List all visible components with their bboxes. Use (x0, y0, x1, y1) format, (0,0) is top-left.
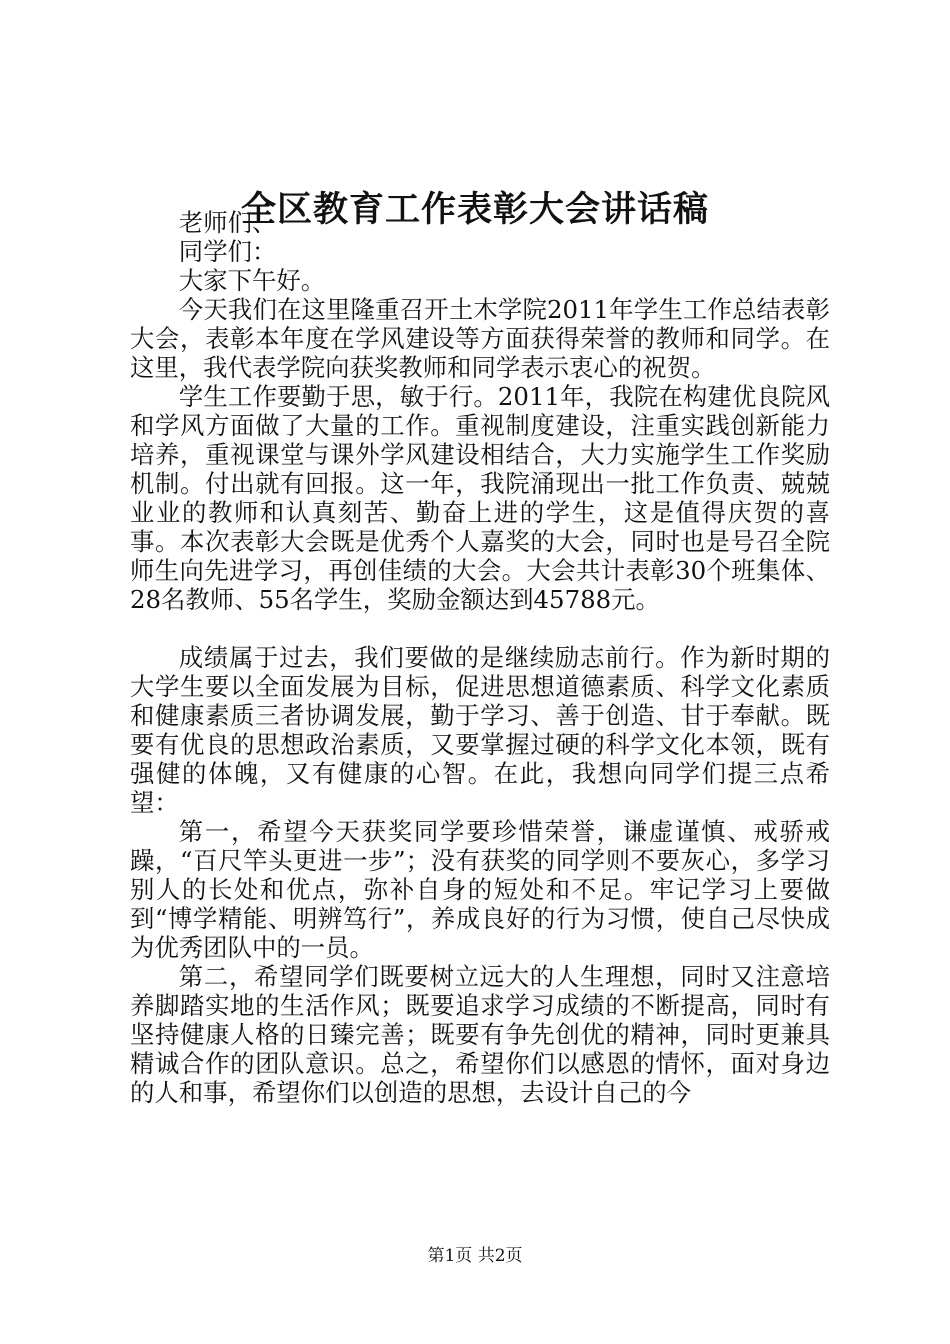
salutation-teachers: 老师们、 (178, 208, 277, 237)
paragraph-opening: 今天我们在这里隆重召开土木学院2011年学生工作总结表彰大会，表彰本年度在学风建设等方面获得荣誉的教师和同学。在这里，我代表学院向获奖教师和同学表示衷心的祝贺。 (130, 295, 830, 382)
paragraph-hope-second: 第二，希望同学们既要树立远大的人生理想，同时又注意培养脚踏实地的生活作风；既要追求学习成绩的不断提高，同时有坚持健康人格的日臻完善；既要有争先创优的精神，同时更兼具精诚合作的团队意识。总之，希望你们以感恩的情怀，面对身边的人和事，希望你们以创造的思想，去设计自己的今 (130, 962, 830, 1107)
salutation-students: 同学们： (178, 237, 277, 266)
paragraph-hope-first: 第一，希望今天获奖同学要珍惜荣誉，谦虚谨慎、戒骄戒躁，“百尺竿头更进一步”；没有获奖的同学则不要灰心，多学习别人的长处和优点，弥补自身的短处和不足。牢记学习上要做到“博学精能、明辨笃行”，养成良好的行为习惯，使自己尽快成为优秀团队中的一员。 (130, 817, 830, 962)
paragraph-achievements: 学生工作要勤于思，敏于行。2011年，我院在构建优良院风和学风方面做了大量的工作。重视制度建设，注重实践创新能力培养，重视课堂与课外学风建设相结合，大力实施学生工作奖励机制。付出就有回报。这一年，我院涌现出一批工作负责、兢兢业业的教师和认真刻苦、勤奋上进的学生，这是值得庆贺的喜事。本次表彰大会既是优秀个人嘉奖的大会，同时也是号召全院师生向先进学习，再创佳绩的大会。大会共计表彰30个班集体、28名教师、55名学生，奖励金额达到45788元。 (130, 382, 830, 614)
document-title: 全区教育工作表彰大会讲话稿 (240, 189, 709, 230)
paragraph-hopes-intro: 成绩属于过去，我们要做的是继续励志前行。作为新时期的大学生要以全面发展为目标，促进思想道德素质、科学文化素质和健康素质三者协调发展，勤于学习、善于创造、甘于奉献。既要有优良的思想政治素质，又要掌握过硬的科学文化本领，既有强健的体魄，又有健康的心智。在此，我想向同学们提三点希望： (130, 643, 830, 817)
document-body (130, 208, 830, 1107)
greeting: 大家下午好。 (178, 266, 326, 295)
page-number: 第1页 共2页 (427, 1246, 523, 1266)
